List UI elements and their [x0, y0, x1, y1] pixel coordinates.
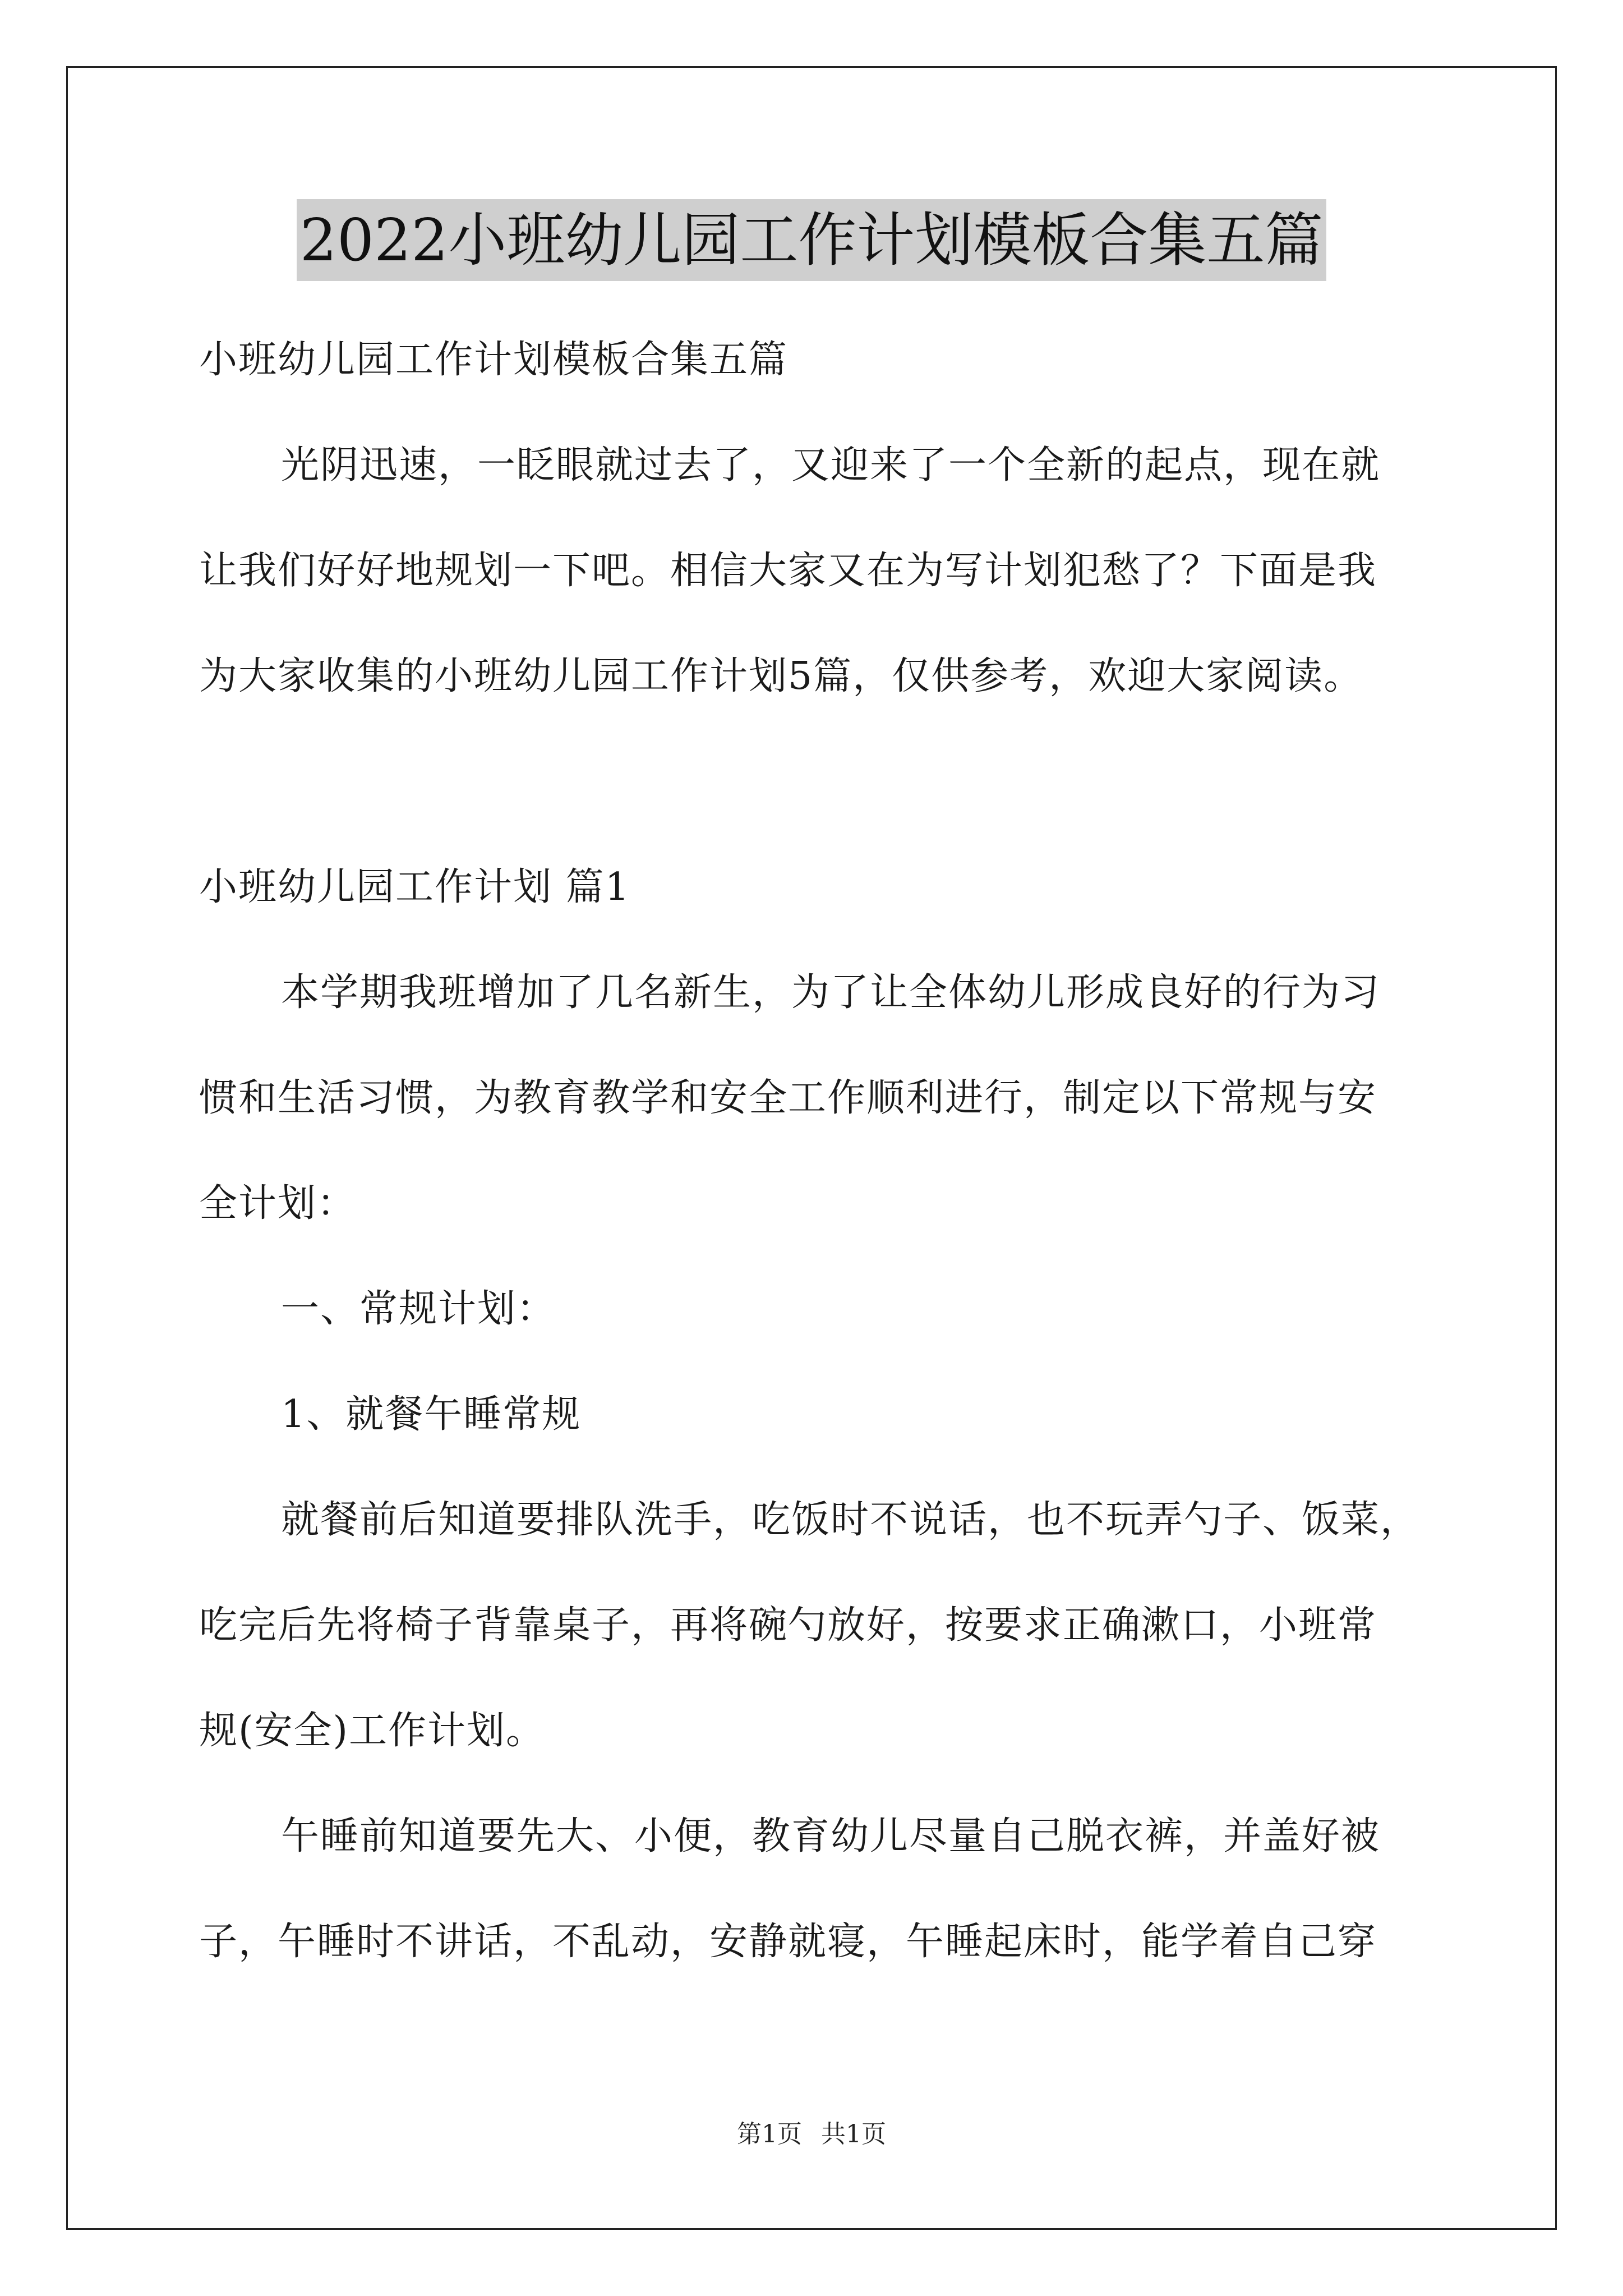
document-body: [199, 307, 1433, 1995]
paragraph-line: 惯和生活习惯，为教育教学和安全工作顺利进行，制定以下常规与安: [199, 1076, 1377, 1120]
page-number: 第1页: [737, 2120, 802, 2148]
section-heading: 小班幼儿园工作计划 篇1: [199, 865, 630, 909]
paragraph-line: 子，午睡时不讲话，不乱动，安静就寝，午睡起床时，能学着自己穿: [199, 1920, 1377, 1964]
total-pages: 共1页: [821, 2120, 886, 2148]
intro-line: 光阴迅速，一眨眼就过去了，又迎来了一个全新的起点，现在就: [281, 443, 1381, 487]
paragraph-line: 午睡前知道要先大、小便，教育幼儿尽量自己脱衣裤，并盖好被: [281, 1814, 1381, 1858]
heading-meal-nap: 1、就餐午睡常规: [281, 1392, 582, 1437]
paragraph-line: 就餐前后知道要排队洗手，吃饭时不说话，也不玩弄勺子、饭菜，: [281, 1498, 1420, 1542]
heading-routine-plan: 一、常规计划：: [281, 1287, 556, 1331]
intro-line: 为大家收集的小班幼儿园工作计划5篇，仅供参考，欢迎大家阅读。: [199, 654, 1363, 698]
paragraph-line: 全计划：: [199, 1181, 357, 1226]
paragraph-line: 规(安全)工作计划。: [199, 1709, 546, 1753]
document-title: 2022小班幼儿园工作计划模板合集五篇: [297, 199, 1327, 281]
intro-line: 让我们好好地规划一下吧。相信大家又在为写计划犯愁了？下面是我: [199, 549, 1377, 593]
page-footer: [0, 2118, 1623, 2151]
paragraph-line: 本学期我班增加了几名新生，为了让全体幼儿形成良好的行为习: [281, 970, 1381, 1015]
paragraph-line: 吃完后先将椅子背靠桌子，再将碗勺放好，按要求正确漱口，小班常: [199, 1603, 1377, 1648]
document-subtitle: 小班幼儿园工作计划模板合集五篇: [199, 338, 789, 382]
blank-line: [199, 729, 1433, 835]
title-wrap: [0, 199, 1623, 281]
